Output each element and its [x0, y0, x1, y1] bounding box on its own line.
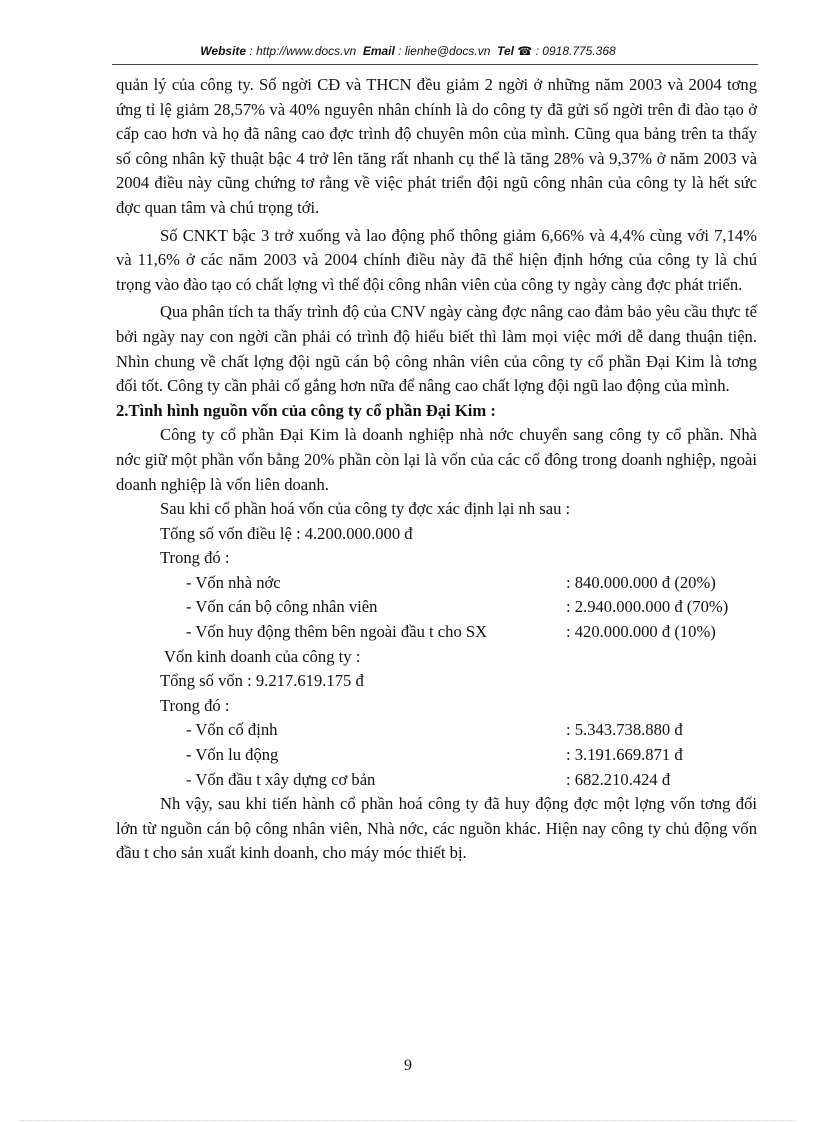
page-bottom-divider: [20, 1120, 796, 1121]
item-value: : 5.343.738.880 đ: [566, 720, 683, 740]
header-divider: [112, 64, 758, 65]
tel-value: : 0918.775.368: [535, 44, 616, 58]
list-item: [116, 620, 757, 645]
item-label: - Vốn lu động: [186, 745, 279, 765]
paragraph-2: Số CNKT bậc 3 trở xuống và lao động phổ thông giảm 6,66% và 4,4% cùng với 7,14% và 11,6% ở các năm 2003 và 2004 chính điều này đã thể hiện định hớng của công ty là chú trọng vào đào tạo có chất lợng vì thế đội công nhân viên của công ty ngày càng đợc phát triển.: [116, 225, 757, 294]
item-label: - Vốn cán bộ công nhân viên: [186, 597, 378, 617]
paragraph-last: Nh vậy, sau khi tiến hành cổ phần hoá công ty đã huy động đợc một lợng vốn tơng đối lớn từ nguồn cán bộ công nhân viên, Nhà nớc, các nguồn khác. Hiện nay công ty chủ động vốn đầu t cho sản xuất kinh doanh, cho máy móc thiết bị.: [116, 794, 757, 863]
paragraph-4: Công ty cổ phần Đại Kim là doanh nghiệp nhà nớc chuyển sang công ty cổ phần. Nhà nớc giữ một phần vốn bằng 20% phần còn lại là vốn của các cổ đông trong doanh nghiệp, ngoài doanh nghiệp là vốn liên doanh.: [116, 425, 757, 494]
business-capital-title: Vốn kinh doanh của công ty :: [164, 646, 361, 666]
charter-capital-trong-do: Trong đó :: [160, 548, 230, 568]
item-label: - Vốn nhà nớc: [186, 572, 281, 592]
list-item: [116, 743, 757, 768]
phone-icon: ☎: [517, 44, 533, 58]
page-header: [0, 44, 816, 58]
item-label: - Vốn đầu t xây dựng cơ bản: [186, 769, 376, 789]
item-value: : 3.191.669.871 đ: [566, 745, 683, 765]
paragraph-1: quản lý của công ty. Số ngời CĐ và THCN đều giảm 2 ngời ở những năm 2003 và 2004 tơng ứng tỉ lệ giảm 28,57% và 40% nguyên nhân chính là do công ty đã gửi số ngời trên đi đào tạo ở cấp cao hơn và họ đã nâng cao đợc trình độ chuyên môn của mình. Cũng qua bảng trên ta thấy số công nhân kỹ thuật bậc 4 trở lên tăng rất nhanh cụ thể là tăng 28% và 9,37% ở năm 2003 và 2004 điều này cũng chứng tơ rằng về việc phát triển đội ngũ công nhân của công ty là hết sức đợc quan tâm và chú trọng tới.: [116, 75, 757, 217]
charter-capital-total: Tổng số vốn điều lệ : 4.200.000.000 đ: [160, 523, 413, 543]
item-value: : 2.940.000.000 đ (70%): [566, 597, 729, 617]
business-capital-trong-do: Trong đó :: [160, 695, 230, 715]
document-body: [116, 73, 757, 866]
tel-label: Tel: [497, 44, 514, 58]
item-value: : 840.000.000 đ (20%): [566, 572, 716, 592]
item-label: - Vốn cố định: [186, 720, 278, 740]
website-value: : http://www.docs.vn: [249, 44, 357, 58]
item-value: : 682.210.424 đ: [566, 769, 671, 789]
email-value: : lienhe@docs.vn: [398, 44, 491, 58]
item-label: - Vốn huy động thêm bên ngoài đầu t cho SX: [186, 622, 488, 642]
website-label: Website: [200, 44, 247, 58]
list-item: [116, 768, 757, 793]
paragraph-3: Qua phân tích ta thấy trình độ của CNV ngày càng đợc nâng cao đảm bảo yêu cầu thực tế bởi ngày nay con ngời cần phải có trình độ hiểu biết thì làm mọi việc mới dễ dang thuận tiện. Nhìn chung về chất lợng đội ngũ cán bộ công nhân viên của công ty cổ phần Đại Kim là tơng đối tốt. Công ty cần phải cố gắng hơn nữa để nâng cao chất lợng đội ngũ lao động của mình.: [116, 302, 757, 396]
email-label: Email: [362, 44, 395, 58]
list-item: [116, 571, 757, 596]
list-item: [116, 595, 757, 620]
list-item: [116, 718, 757, 743]
business-capital-total: Tổng số vốn : 9.217.619.175 đ: [160, 671, 364, 691]
section-heading: 2.Tình hình nguồn vốn của công ty cổ phần Đại Kim :: [116, 400, 496, 420]
page-number: 9: [404, 1057, 412, 1074]
item-value: : 420.000.000 đ (10%): [566, 622, 716, 642]
paragraph-5: Sau khi cổ phần hoá vốn của công ty đợc xác định lại nh sau :: [160, 499, 571, 519]
